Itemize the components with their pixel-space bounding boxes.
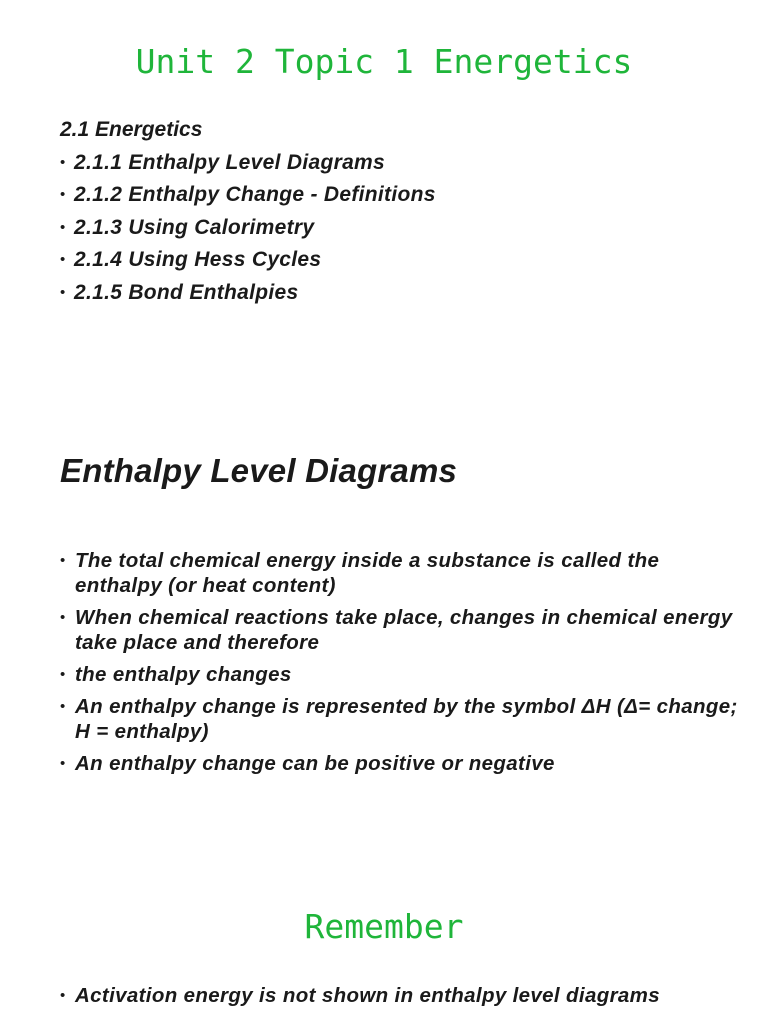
contents-list <box>60 115 740 309</box>
list-item <box>60 605 750 655</box>
contents-items <box>60 147 740 309</box>
list-item-text: An enthalpy change is represented by the symbol ΔH (Δ= change; H = enthalpy) <box>75 695 738 743</box>
list-item <box>60 694 750 744</box>
list-item-text: the enthalpy changes <box>75 663 292 686</box>
bullet-icon: • <box>60 609 66 626</box>
list-item-text: 2.1.3 Using Calorimetry <box>74 215 315 239</box>
remember-heading: Remember <box>304 907 464 946</box>
bullet-icon: • <box>60 218 66 236</box>
list-item-text: Activation energy is not shown in enthalpy level diagrams <box>75 984 660 1007</box>
bullet-icon: • <box>60 552 66 569</box>
bullet-icon: • <box>60 283 66 301</box>
list-item <box>60 179 740 211</box>
bullet-icon: • <box>60 186 66 204</box>
list-item <box>60 983 750 1008</box>
list-item-text: An enthalpy change can be positive or negative <box>75 752 555 775</box>
bullet-icon: • <box>60 154 66 171</box>
list-item <box>60 662 750 687</box>
list-item-text: The total chemical energy inside a substance is called the enthalpy (or heat content) <box>75 549 660 597</box>
bullet-icon: • <box>60 698 66 715</box>
bullet-icon: • <box>60 755 66 772</box>
list-item <box>60 751 750 776</box>
list-item <box>60 147 740 179</box>
list-item <box>60 212 740 244</box>
bullet-icon: • <box>60 251 66 269</box>
bullet-icon: • <box>60 987 66 1004</box>
page-title: Unit 2 Topic 1 Energetics <box>135 42 633 81</box>
list-item <box>60 244 740 276</box>
list-item <box>60 548 750 598</box>
section-heading: Enthalpy Level Diagrams <box>60 452 458 489</box>
list-item <box>60 277 740 309</box>
contents-heading: 2.1 Energetics <box>60 118 203 141</box>
list-item-text: When chemical reactions take place, changes in chemical energy take place and therefore <box>75 606 733 654</box>
section-points <box>60 548 750 783</box>
remember-points <box>60 983 750 1008</box>
bullet-icon: • <box>60 666 66 683</box>
list-item-text: 2.1.1 Enthalpy Level Diagrams <box>74 151 385 174</box>
list-item-text: 2.1.4 Using Hess Cycles <box>74 248 322 272</box>
list-item-text: 2.1.2 Enthalpy Change - Definitions <box>74 183 436 207</box>
list-item-text: 2.1.5 Bond Enthalpies <box>74 280 299 304</box>
